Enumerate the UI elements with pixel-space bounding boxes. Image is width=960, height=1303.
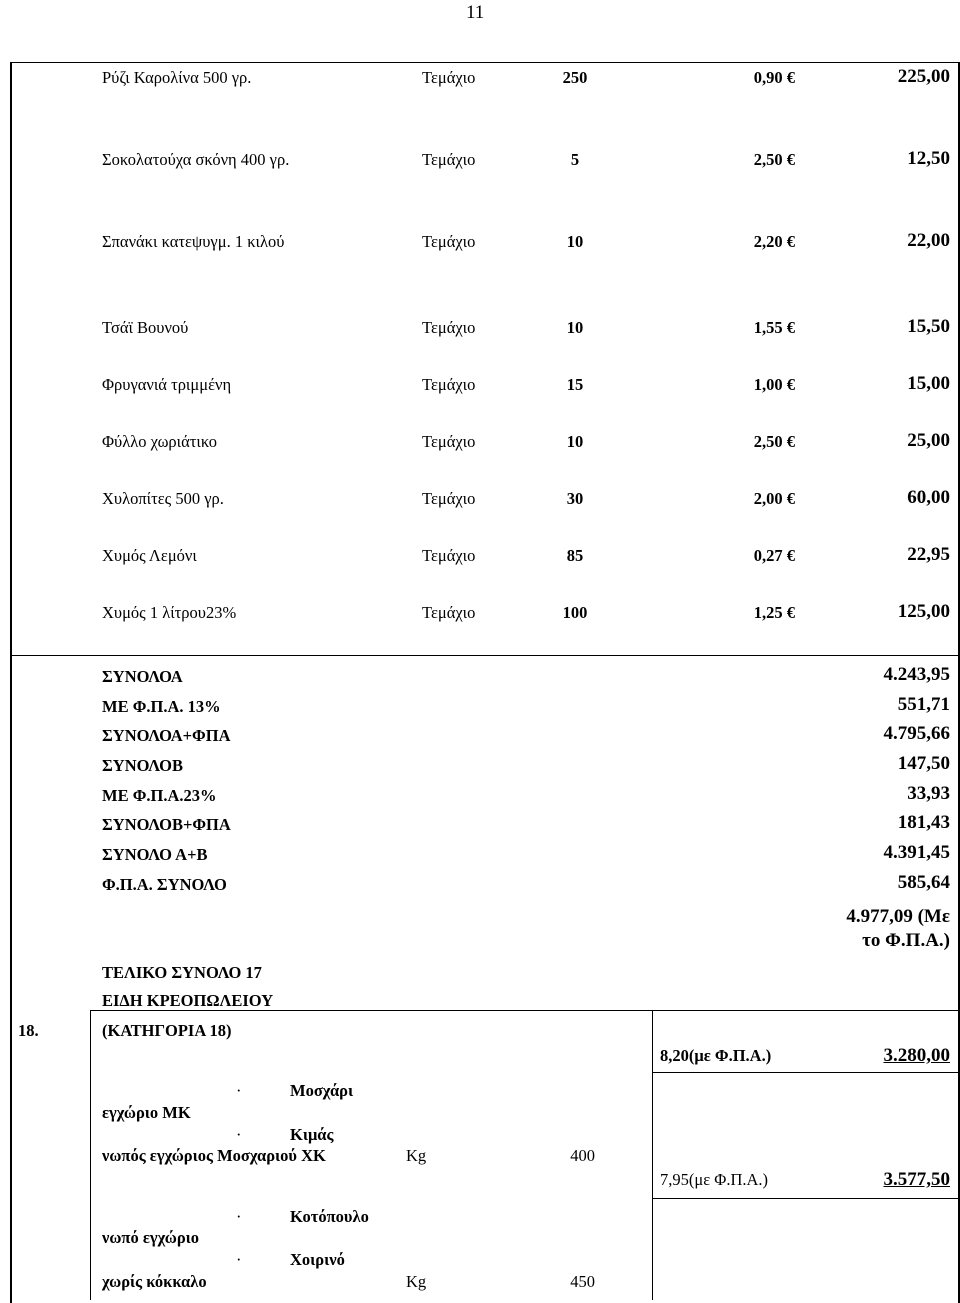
- table-line: [652, 1198, 958, 1199]
- meat-item-desc: εγχώριο ΜΚ: [102, 1103, 191, 1122]
- table-line: [10, 62, 958, 63]
- meat-price: 7,95(με Φ.Π.Α.): [660, 1170, 769, 1189]
- item-qty: 85: [566, 546, 584, 565]
- total-label: ΣΥΝΟΛΟΑ+ΦΠΑ: [102, 726, 231, 745]
- item-total: 22,00: [907, 230, 950, 251]
- item-unit: Τεμάχιο: [422, 489, 476, 508]
- item-total: 15,50: [907, 316, 950, 337]
- section-number: 18.: [18, 1021, 39, 1040]
- item-unit: Τεμάχιο: [422, 150, 476, 169]
- item-qty: 15: [566, 375, 584, 394]
- meat-item-desc: νωπός εγχώριος Μοσχαριού ΧΚ: [102, 1146, 326, 1165]
- item-price: 2,50 €: [753, 432, 795, 451]
- meat-item-desc: χωρίς κόκκαλο: [102, 1272, 207, 1291]
- item-unit: Τεμάχιο: [422, 432, 476, 451]
- section-title-line1: ΕΙΔΗ ΚΡΕΟΠΩΛΕΙΟΥ: [102, 991, 274, 1010]
- meat-item-desc: νωπό εγχώριο: [102, 1228, 200, 1247]
- item-qty: 10: [566, 432, 584, 451]
- item-unit: Τεμάχιο: [422, 546, 476, 565]
- section-title-line2: (ΚΑΤΗΓΟΡΙΑ 18): [102, 1021, 232, 1040]
- item-name: Τσάϊ Βουνού: [102, 318, 189, 337]
- table-line: [652, 1072, 958, 1073]
- item-total: 22,95: [907, 544, 950, 565]
- total-label: ΣΥΝΟΛΟΑ: [102, 667, 183, 686]
- item-unit: Τεμάχιο: [422, 68, 476, 87]
- item-name: Σπανάκι κατεψυγμ. 1 κιλού: [102, 232, 285, 251]
- item-price: 1,00 €: [753, 375, 795, 394]
- total-label: ΜΕ Φ.Π.Α.23%: [102, 786, 217, 805]
- meat-item-name: Κιμάς: [290, 1125, 334, 1144]
- meat-item-name: Μοσχάρι: [290, 1081, 354, 1100]
- total-value: 4.391,45: [883, 842, 950, 863]
- item-name: Σοκολατούχα σκόνη 400 γρ.: [102, 150, 290, 169]
- item-qty: 250: [562, 68, 588, 87]
- item-price: 2,00 €: [753, 489, 795, 508]
- item-unit: Τεμάχιο: [422, 375, 476, 394]
- meat-item-qty: 400: [570, 1146, 595, 1165]
- item-qty: 10: [566, 232, 584, 251]
- bullet-icon: ·: [236, 1207, 242, 1226]
- bullet-icon: ·: [236, 1125, 242, 1144]
- item-name: Χυμός Λεμόνι: [102, 546, 197, 565]
- meat-item-name: Κοτόπουλο: [290, 1207, 369, 1226]
- item-qty: 10: [566, 318, 584, 337]
- item-total: 15,00: [907, 373, 950, 394]
- bullet-icon: ·: [236, 1081, 242, 1100]
- item-name: Χυλοπίτες 500 γρ.: [102, 489, 224, 508]
- total-value: 33,93: [907, 783, 950, 804]
- meat-price: 8,20(με Φ.Π.Α.): [660, 1046, 772, 1065]
- item-total: 125,00: [897, 601, 950, 622]
- final-total-value-line2: το Φ.Π.Α.): [862, 930, 950, 951]
- total-label: ΣΥΝΟΛΟΒ+ΦΠΑ: [102, 815, 231, 834]
- table-line: [652, 1010, 653, 1300]
- table-line: [90, 1010, 91, 1300]
- meat-item-unit: Kg: [406, 1146, 427, 1165]
- item-price: 0,90 €: [753, 68, 795, 87]
- total-label: ΣΥΝΟΛΟΒ: [102, 756, 183, 775]
- total-value: 147,50: [897, 753, 950, 774]
- total-label: ΣΥΝΟΛΟ Α+Β: [102, 845, 208, 864]
- total-label: ΜΕ Φ.Π.Α. 13%: [102, 697, 221, 716]
- meat-item-qty: 450: [570, 1272, 595, 1291]
- item-total: 60,00: [907, 487, 950, 508]
- item-qty: 100: [562, 603, 588, 622]
- meat-item-unit: Kg: [406, 1272, 427, 1291]
- item-unit: Τεμάχιο: [422, 318, 476, 337]
- page-number: 11: [466, 2, 485, 23]
- item-total: 12,50: [907, 148, 950, 169]
- item-qty: 30: [566, 489, 584, 508]
- meat-total: 3.280,00: [883, 1045, 950, 1066]
- meat-total: 3.577,50: [883, 1169, 950, 1190]
- table-line: [10, 655, 958, 656]
- item-price: 2,50 €: [753, 150, 795, 169]
- meat-item-name: Χοιρινό: [290, 1250, 345, 1269]
- bullet-icon: ·: [236, 1250, 242, 1269]
- total-value: 181,43: [897, 812, 950, 833]
- total-value: 4.243,95: [883, 664, 950, 685]
- item-total: 225,00: [897, 66, 950, 87]
- item-qty: 5: [570, 150, 580, 169]
- item-price: 1,55 €: [753, 318, 795, 337]
- item-unit: Τεμάχιο: [422, 232, 476, 251]
- item-total: 25,00: [907, 430, 950, 451]
- item-price: 0,27 €: [753, 546, 795, 565]
- total-value: 585,64: [897, 872, 950, 893]
- item-name: Φύλλο χωριάτικο: [102, 432, 218, 451]
- item-price: 2,20 €: [753, 232, 795, 251]
- item-unit: Τεμάχιο: [422, 603, 476, 622]
- item-name: Φρυγανιά τριμμένη: [102, 375, 232, 394]
- final-total-value-line1: 4.977,09 (Με: [846, 906, 950, 927]
- final-total-label: ΤΕΛΙΚΟ ΣΥΝΟΛΟ 17: [102, 963, 262, 982]
- total-value: 4.795,66: [883, 723, 950, 744]
- total-label: Φ.Π.Α. ΣΥΝΟΛΟ: [102, 875, 227, 894]
- item-name: Χυμός 1 λίτρου23%: [102, 603, 237, 622]
- item-price: 1,25 €: [753, 603, 795, 622]
- item-name: Ρύζι Καρολίνα 500 γρ.: [102, 68, 252, 87]
- total-value: 551,71: [897, 694, 950, 715]
